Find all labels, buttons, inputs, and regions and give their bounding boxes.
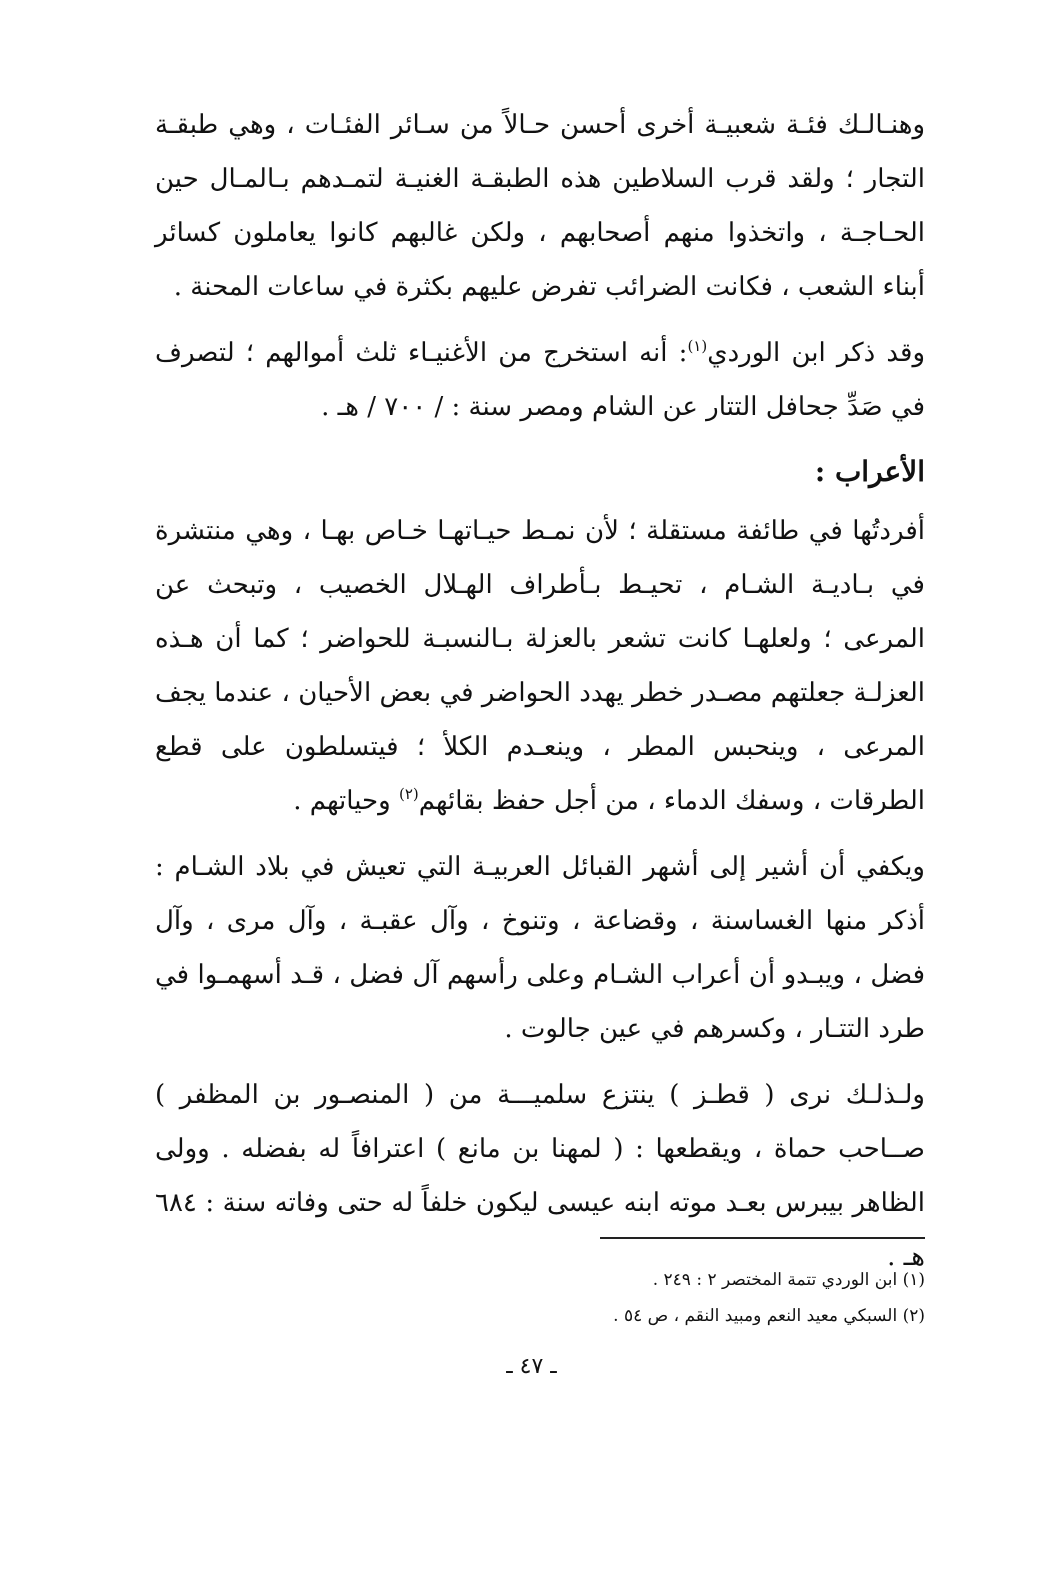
footnotes	[155, 1262, 925, 1334]
paragraph-merchants: وهنـالـك فئـة شعبيـة أخرى أحسن حـالاً من سـائر الفئـات ، وهي طبقـة التجار ؛ ولقد قرب السلاطين هذه الطبقـة الغنيـة لتمـدهم بـالمـال حين الحـاجـة ، واتخذوا منهم أصحابهم ، ولكن غالبهم كانوا يعاملون كسائر أبناء الشعب ، فكانت الضرائب تفرض عليهم بكثرة في ساعات المحنة .	[155, 110, 925, 302]
paragraph-text: أفردتُها في طائفة مستقلة ؛ لأن نمـط حيـاتهـا خـاص بهـا ، وهي منتشرة في بـاديـة الشـام ، تحيـط بـأطراف الهـلال الخصيب ، وتبحث عن المرعى ؛ ولعلهـا كانت تشعر بالعزلة بـالنسبـة للحواضر ؛ كما أن هـذه العزلـة جعلتهم مصـدر خطر يهدد الحواضر في بعض الأحيان ، عندما يجف المرعى ، وينحبس المطر ، وينعـدم الكلأ ؛ فيتسلطون على قطع الطرقات ، وسفك الدماء ، من أجل حفظ بقائهم	[155, 516, 925, 816]
paragraph-text: وقد ذكر ابن الوردي	[707, 338, 925, 368]
footnote-1: (١) ابن الوردي تتمة المختصر ٢ : ٢٤٩ .	[652, 1270, 925, 1290]
paragraph-tribes: ويكفي أن أشير إلى أشهر القبائل العربيـة التي تعيش في بلاد الشـام : أذكر منها الغساسنة ، وقضاعة ، وتنوخ ، وآل عقبـة ، وآل مرى ، وآل فضل ، ويبـدو أن أعراب الشـام وعلى رأسهم آل فضل ، قـد أسهمـوا في طرد التتـار ، وكسرهم في عين جالوت .	[155, 852, 925, 1044]
page-number: ـ ٤٧ ـ	[506, 1354, 557, 1379]
section-heading: الأعراب :	[814, 455, 925, 488]
paragraph-bedouins	[155, 504, 925, 828]
paragraph-qutuz: ولـذلـك نرى ( قطـز ) ينتزع سلميـــة من ( المنصـور بن المظفر ) صــاحب حماة ، ويقطعها : ( لمهنا بن مانع ) اعترافاً له بفضله . وولى الظاهر بيبرس بعـد موته ابنه عيسى ليكون خلفاً له حتى وفاته سنة : ٦٨٤ هـ .	[155, 1080, 925, 1272]
footnote-2: (٢) السبكي معيد النعم ومبيد النقم ، ص ٥٤ .	[613, 1306, 925, 1326]
main-text	[155, 98, 925, 1284]
paragraph-ibn-alwardi	[155, 326, 925, 434]
footnote-ref-2[interactable]: (٢)	[398, 785, 419, 803]
paragraph-text: : أنه استخرج من الأغنيـاء ثلث أموالهم ؛ لتصرف في صَدِّ جحافل التتار عن الشام ومصر سنة : / ٧٠٠ / هـ .	[155, 338, 925, 422]
footnote-ref-1[interactable]: (١)	[687, 337, 708, 355]
paragraph-text: وحياتهم .	[293, 786, 391, 816]
footnote-divider	[600, 1237, 925, 1239]
